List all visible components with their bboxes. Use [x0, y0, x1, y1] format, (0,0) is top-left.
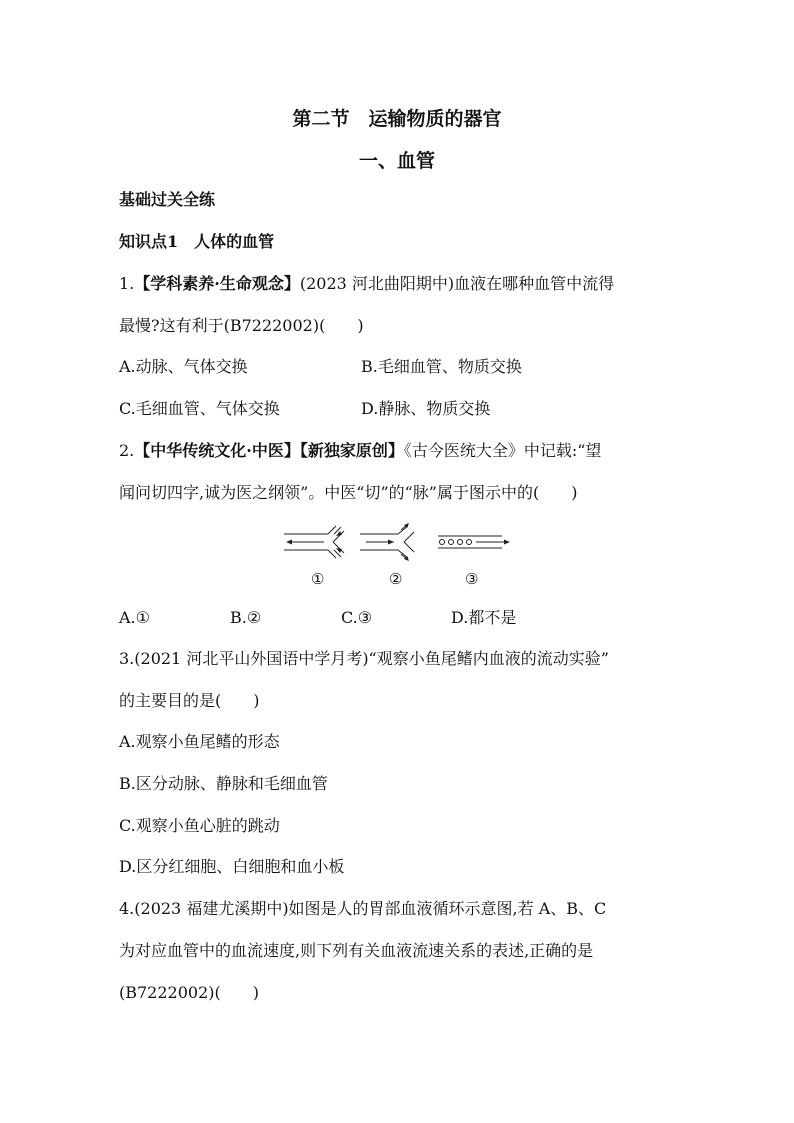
q4-line1: 4.(2023 福建尤溪期中)如图是人的胃部血液循环示意图,若 A、B、C [119, 899, 607, 918]
figure-label-1: ① [311, 570, 325, 588]
q2-option-a: A.① [119, 608, 150, 627]
q1-text: (2023 河北曲阳期中)血液在哪种血管中流得 [299, 274, 615, 293]
q3-option-b: B.区分动脉、静脉和毛细血管 [119, 774, 328, 793]
q2-option-d: D.都不是 [451, 608, 517, 627]
page-title: 第二节 运输物质的器官 [292, 108, 502, 130]
q1-option-d: D.静脉、物质交换 [361, 399, 491, 418]
topic-heading: 知识点1 人体的血管 [119, 232, 275, 251]
q2-text: 《古今医统大全》中记载:“望 [403, 441, 602, 460]
q1-tag: 【学科素养·生命观念】 [134, 274, 300, 293]
figure-label-3: ③ [465, 570, 479, 588]
vessel-3-diagram [438, 536, 506, 548]
figure-label-2: ② [389, 570, 403, 588]
vessel-2-diagram [360, 524, 414, 560]
q1-line1 [119, 273, 614, 295]
q1-option-b: B.毛细血管、物质交换 [361, 357, 522, 376]
q2-option-b: B.② [230, 608, 262, 627]
q1-line2: 最慢?这有利于(B7222002)( ) [119, 316, 364, 335]
vessel-1-diagram [284, 526, 344, 558]
q4-line2: 为对应血管中的血流速度,则下列有关血液流速关系的表述,正确的是 [119, 941, 594, 960]
blood-vessel-figure [270, 522, 520, 566]
q2-line2: 闻问切四字,诚为医之纲领”。中医“切”的“脉”属于图示中的( ) [119, 483, 578, 502]
q4-line3: (B7222002)( ) [119, 983, 259, 1002]
q3-option-a: A.观察小鱼尾鳍的形态 [119, 732, 280, 751]
q2-line1 [119, 440, 601, 462]
q3-option-c: C.观察小鱼心脏的跳动 [119, 816, 280, 835]
page-subtitle: 一、血管 [358, 150, 435, 172]
q3-line1: 3.(2021 河北平山外国语中学月考)“观察小鱼尾鳍内血液的流动实验” [119, 649, 609, 668]
q1-option-a: A.动脉、气体交换 [119, 357, 248, 376]
q3-option-d: D.区分红细胞、白细胞和血小板 [119, 857, 345, 876]
q3-line2: 的主要目的是( ) [119, 691, 260, 710]
q2-option-c: C.③ [341, 608, 373, 627]
q2-tag: 【中华传统文化·中医】【新独家原创】 [134, 441, 404, 460]
q2-number: 2. [119, 441, 135, 460]
section-heading: 基础过关全练 [119, 190, 216, 209]
q1-number: 1. [119, 274, 135, 293]
q1-option-c: C.毛细血管、气体交换 [119, 399, 280, 418]
